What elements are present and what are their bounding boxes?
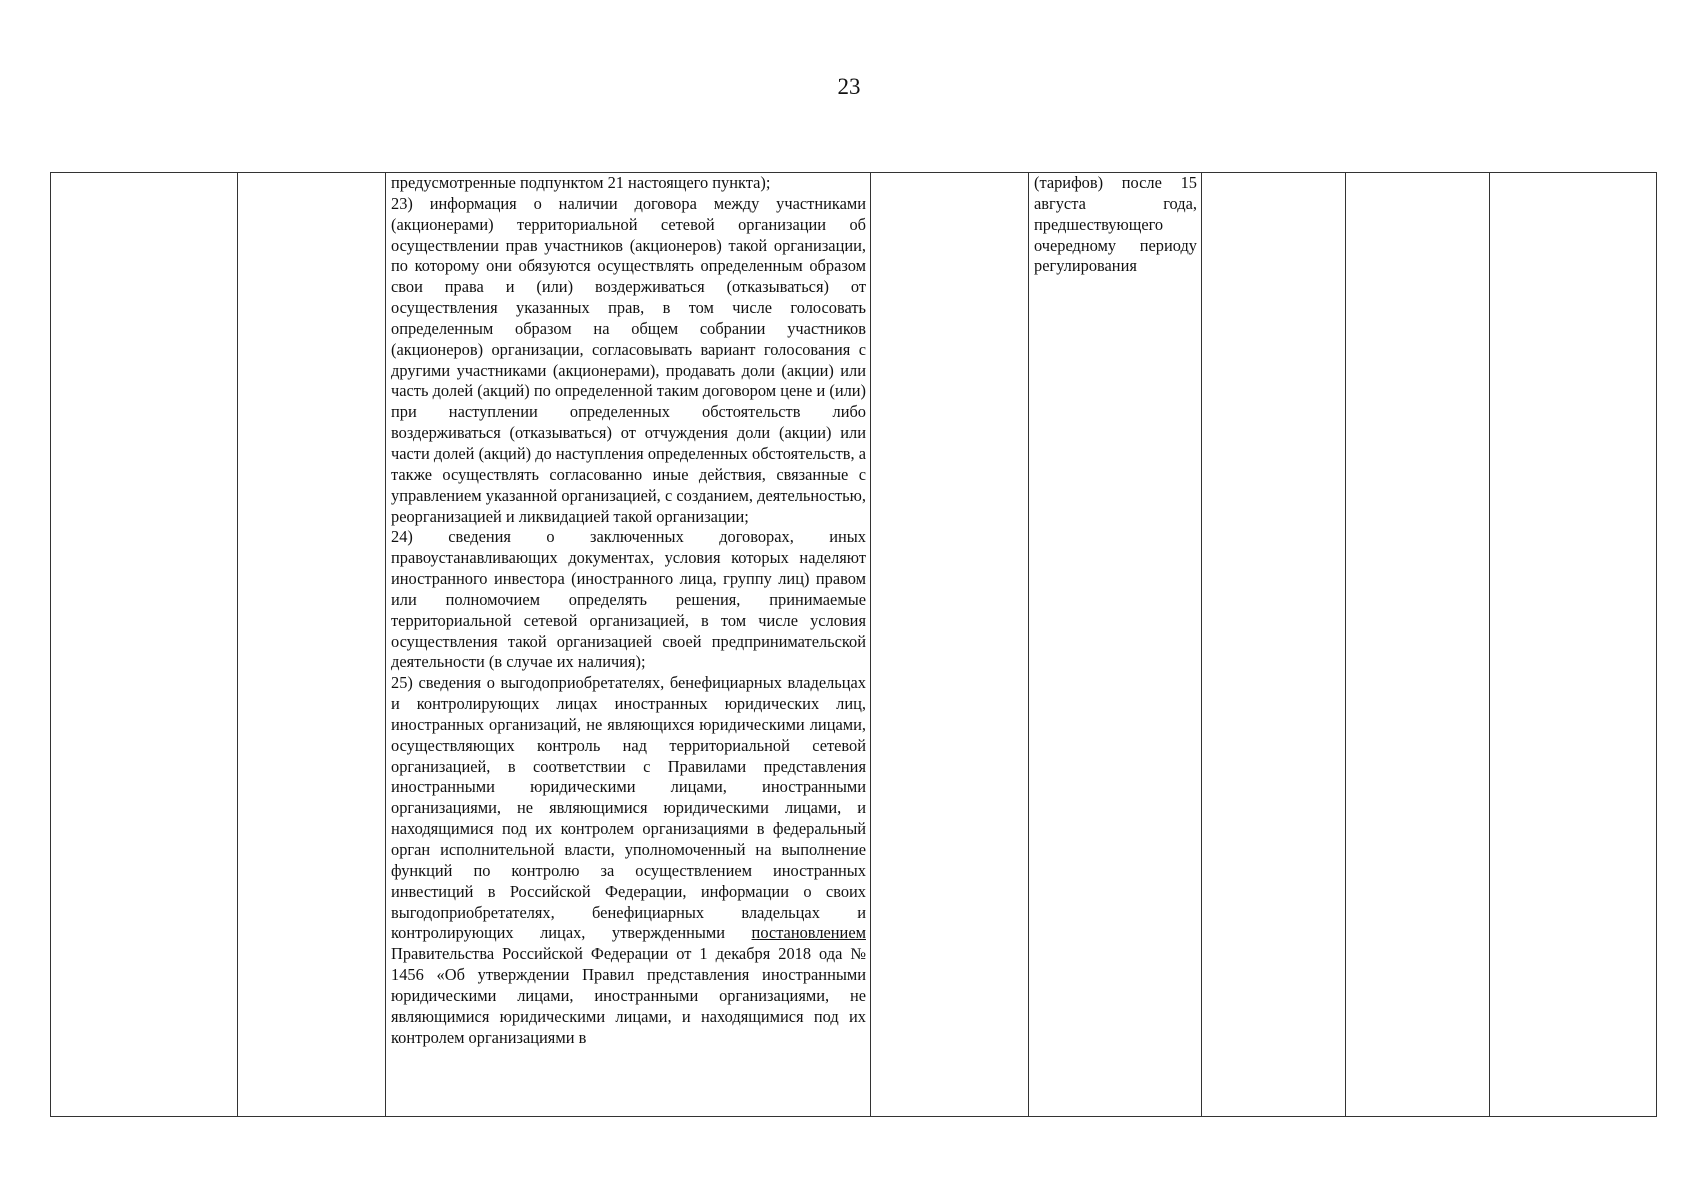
paragraph-24: 24) сведения о заключенных договорах, иных правоустанавливающих документах, условия которых наделяют иностранного инвестора (иностранного лица, группу лиц) правом или полномочием определять решения, принимаемые территориальной сетевой организацией, в том числе условия осуществления такой организацией своей предпринимательской деятельности (в случае их наличия);	[391, 527, 866, 672]
paragraph-23: 23) информация о наличии договора между участниками (акционерами) территориальной сетевой организации об осуществлении прав участников (акционеров) такой организации, по которому они обязуются осуществлять определенным образом свои права и (или) воздерживаться (отказываться) от осуществления указанных прав, в том числе голосовать определенным образом на общем собрании участников (акционеров) организации, согласовывать вариант голосования с другими участниками (акционерами), продавать доли (акции) или часть долей (акций) по определенной таким договором цене и (или) при наступлении определенных обстоятельств либо воздерживаться (отказываться) от отчуждения доли (акции) или части долей (акций) до наступления определенных обстоятельств, а также осуществлять согласованно иные действия, связанные с управлением указанной организацией, с созданием, деятельностью, реорганизацией и ликвидацией такой организации;	[391, 193, 866, 526]
table-cell-col4	[871, 173, 1029, 1117]
table-row	[51, 173, 1657, 1117]
table-cell-col3	[386, 173, 871, 1117]
table-cell-col8	[1490, 173, 1657, 1117]
paragraph-22-end: предусмотренные подпунктом 21 настоящего пункта);	[391, 173, 771, 192]
table-cell-col7	[1346, 173, 1490, 1117]
table-cell-col2	[238, 173, 386, 1117]
paragraph-25-text-start: 25) сведения о выгодоприобретателях, бенефициарных владельцах и контролирующих лицах иностранных юридических лиц, иностранных организаций, не являющихся юридическими лицами, осуществляющих контроль над территориальной сетевой организацией, в соответствии с Правилами представления иностранными юридическими лицами, иностранными организациями, не являющимися юридическими лицами, и находящимися под их контролем организациями в федеральный орган исполнительной власти, уполномоченный на выполнение функций по контролю за осуществлением иностранных инвестиций в Российской Федерации, информации о своих выгодоприобретателях, бенефициарных владельцах и контролирующих лицах, утвержденными	[391, 673, 866, 943]
table-cell-col6	[1202, 173, 1346, 1117]
paragraph-25	[391, 673, 866, 1048]
table-cell-col1	[51, 173, 238, 1117]
deadline-text: (тарифов) после 15 августа года, предшествующего очередному периоду регулирования	[1034, 173, 1197, 276]
resolution-link[interactable]: постановлением	[751, 923, 866, 943]
table-cell-col5	[1029, 173, 1202, 1117]
page-number: 23	[837, 74, 861, 99]
document-table	[50, 172, 1657, 1117]
paragraph-25-text-end: Правительства Российской Федерации от 1 декабря 2018 ода № 1456 «Об утверждении Правил представления иностранными юридическими лицами, иностранными организациями, не являющимися юридическими лицами, и находящимися под их контролем организациями в	[391, 944, 866, 1047]
